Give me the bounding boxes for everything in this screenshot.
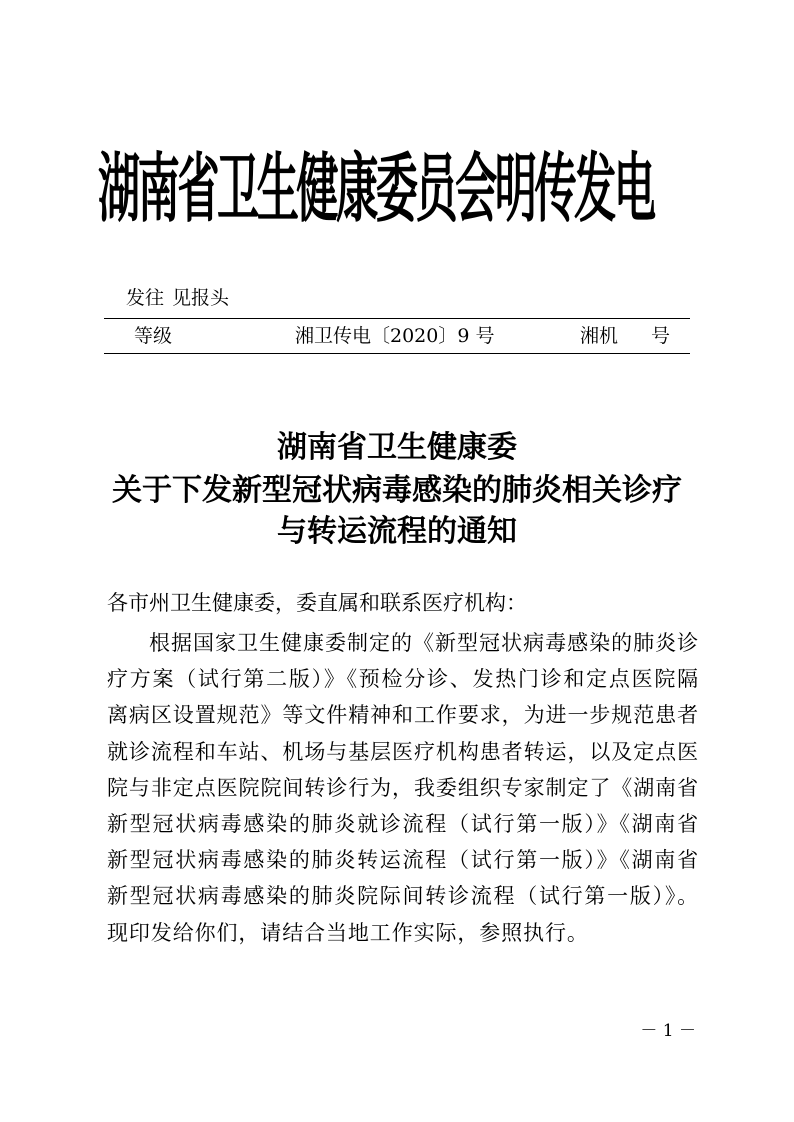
masthead-title: 湖南省卫生健康委员会明传发电 bbox=[98, 146, 654, 234]
send-to-line bbox=[126, 286, 229, 310]
notice-title-line-3: 与转运流程的通知 bbox=[277, 514, 517, 549]
notice-title-line-1: 湖南省卫生健康委 bbox=[277, 430, 517, 465]
header-rule-top bbox=[104, 318, 690, 319]
notice-title-line-2: 关于下发新型冠状病毒感染的肺炎相关诊疗 bbox=[112, 473, 682, 508]
body-paragraph: 根据国家卫生健康委制定的《新型冠状病毒感染的肺炎诊疗方案（试行第二版）》《预检分诊、发热门诊和定点医院隔离病区设置规范》等文件精神和工作要求，为进一步规范患者就诊流程和车站、机场与基层医疗机构患者转运，以及定点医院与非定点医院院间转诊行为，我委组织专家制定了《湖南省新型冠状病毒感染的肺炎就诊流程（试行第一版）》《湖南省新型冠状病毒感染的肺炎转运流程（试行第一版）》《湖南省新型冠状病毒感染的肺炎院际间转诊流程（试行第一版）》。现印发给你们，请结合当地工作实际，参照执行。 bbox=[107, 631, 699, 945]
send-to-value: 见报头 bbox=[172, 287, 230, 309]
salutation: 各市州卫生健康委，委直属和联系医疗机构： bbox=[107, 591, 527, 615]
page-number: － 1 － bbox=[640, 1021, 696, 1041]
send-to-label: 发往 bbox=[126, 287, 165, 309]
hao-label: 号 bbox=[651, 325, 671, 347]
xiangji-label: 湘机 bbox=[580, 325, 619, 347]
document-number: 湘卫传电〔2020〕9 号 bbox=[295, 325, 495, 347]
header-rule-bottom bbox=[104, 353, 690, 354]
grade-label: 等级 bbox=[134, 325, 173, 347]
